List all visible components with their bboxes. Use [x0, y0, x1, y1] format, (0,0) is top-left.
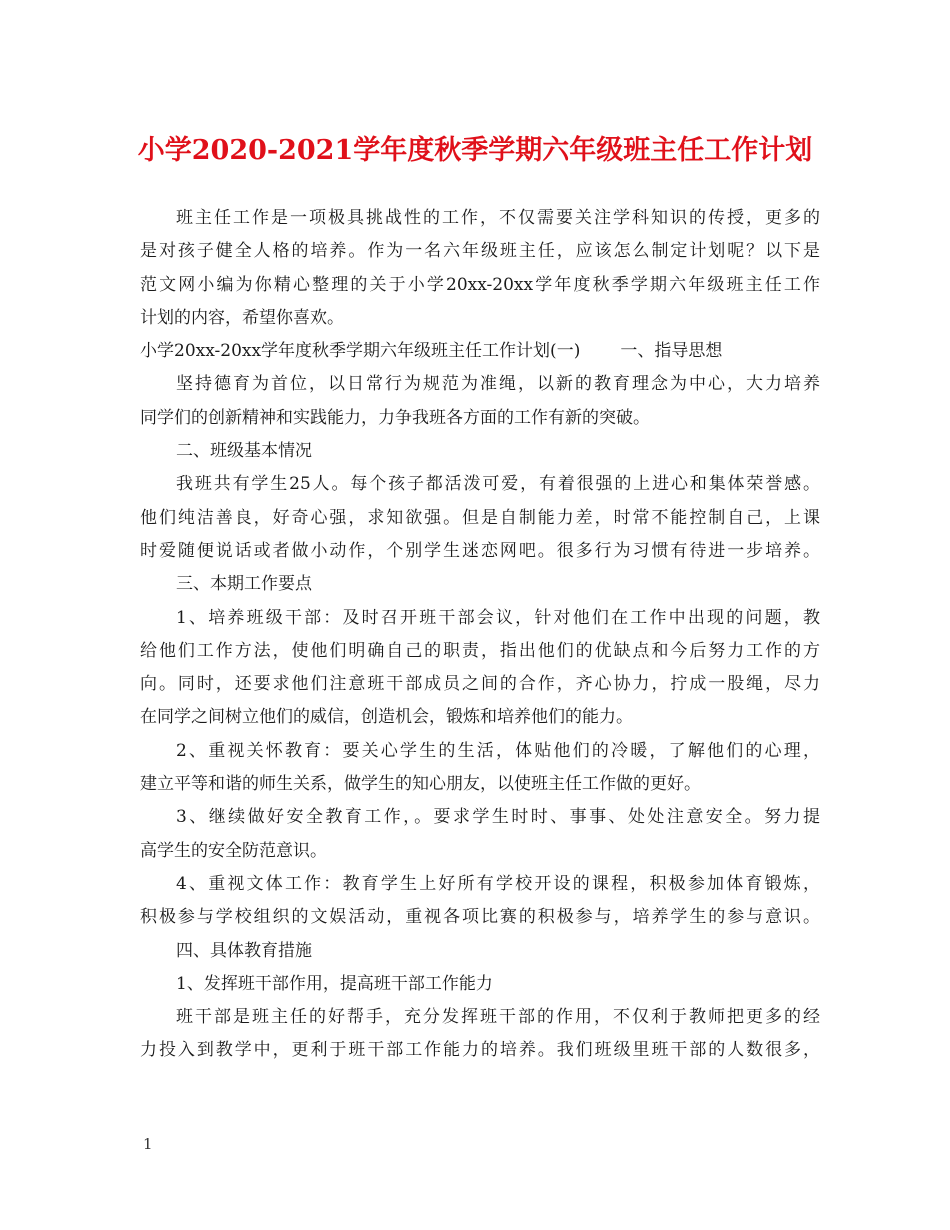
- page-number: 1: [143, 1135, 153, 1153]
- plan-subtitle: 小学20xx-20xx学年度秋季学期六年级班主任工作计划(一): [140, 341, 581, 362]
- subsection-heading: 1、发挥班干部作用，提高班干部工作能力: [176, 973, 493, 994]
- paragraph-line: 高学生的安全防范意识。: [140, 840, 327, 861]
- document-title: 小学2020-2021学年度秋季学期六年级班主任工作计划: [137, 135, 813, 166]
- section-heading: 四、具体教育措施: [176, 940, 312, 961]
- paragraph-line: 范文网小编为你精心整理的关于小学20xx-20xx学年度秋季学期六年级班主任工作: [140, 274, 820, 295]
- paragraph-line: 向。同时，还要求他们注意班干部成员之间的合作，齐心协力，拧成一股绳，尽力: [140, 674, 820, 695]
- paragraph-line: 2、重视关怀教育：要关心学生的生活，体贴他们的冷暖，了解他们的心理，: [176, 740, 820, 761]
- paragraph-line: 我班共有学生25人。每个孩子都活泼可爱，有着很强的上进心和集体荣誉感。: [176, 474, 820, 495]
- paragraph-line: 时爱随便说话或者做小动作，个别学生迷恋网吧。很多行为习惯有待进一步培养。: [140, 540, 820, 561]
- paragraph-line: 同学们的创新精神和实践能力，力争我班各方面的工作有新的突破。: [140, 407, 650, 428]
- paragraph-line: 是对孩子健全人格的培养。作为一名六年级班主任，应该怎么制定计划呢？以下是: [140, 241, 820, 262]
- section-heading: 一、指导思想: [620, 341, 723, 362]
- paragraph-line: 力投入到教学中，更利于班干部工作能力的培养。我们班级里班干部的人数很多，: [140, 1040, 820, 1061]
- paragraph-line: 班主任工作是一项极具挑战性的工作，不仅需要关注学科知识的传授，更多的: [176, 208, 820, 228]
- paragraph-line: 坚持德育为首位，以日常行为规范为准绳，以新的教育理念为中心，大力培养: [176, 374, 820, 395]
- paragraph-line: 计划的内容，希望你喜欢。: [140, 307, 344, 328]
- paragraph-line: 1、培养班级干部：及时召开班干部会议，针对他们在工作中出现的问题，教: [176, 607, 820, 628]
- section-heading: 三、本期工作要点: [176, 574, 312, 595]
- paragraph-line: 4、重视文体工作：教育学生上好所有学校开设的课程，积极参加体育锻炼，: [176, 873, 820, 894]
- paragraph-line: 在同学之间树立他们的威信，创造机会，锻炼和培养他们的能力。: [140, 707, 633, 728]
- paragraph-line: 他们纯洁善良，好奇心强，求知欲强。但是自制能力差，时常不能控制自己，上课: [140, 507, 820, 528]
- paragraph-line: 积极参与学校组织的文娱活动，重视各项比赛的积极参与，培养学生的参与意识。: [140, 907, 820, 928]
- paragraph-line: 建立平等和谐的师生关系，做学生的知心朋友，以使班主任工作做的更好。: [140, 774, 701, 795]
- section-heading: 二、班级基本情况: [176, 441, 312, 462]
- paragraph-line: 班干部是班主任的好帮手，充分发挥班干部的作用，不仅利于教师把更多的经: [176, 1007, 820, 1028]
- paragraph-line: 给他们工作方法，使他们明确自己的职责，指出他们的优缺点和今后努力工作的方: [140, 640, 820, 661]
- paragraph-line: 3、继续做好安全教育工作，。要求学生时时、事事、处处注意安全。努力提: [176, 807, 820, 828]
- document-body: [140, 202, 820, 1068]
- subtitle-line: [140, 335, 820, 368]
